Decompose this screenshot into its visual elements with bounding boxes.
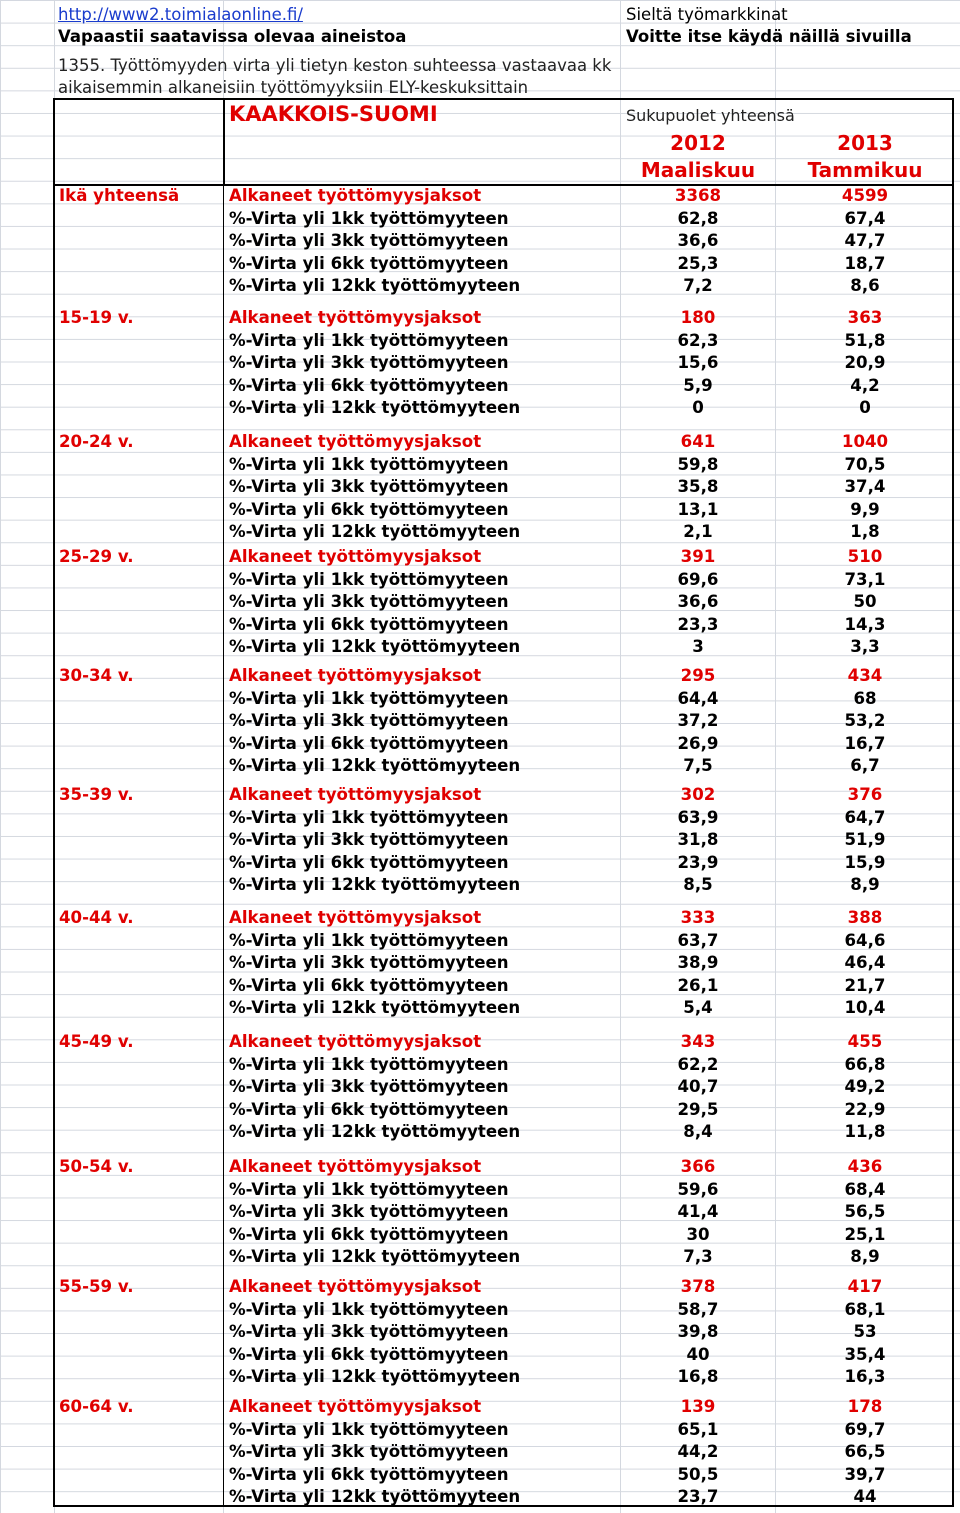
row-label: %-Virta yli 3kk työttömyyteen xyxy=(229,830,509,850)
row-label: Alkaneet työttömyysjaksot xyxy=(229,1277,482,1296)
row-label: %-Virta yli 6kk työttömyyteen xyxy=(229,852,509,872)
value-2013: 363 xyxy=(847,308,883,327)
table-row xyxy=(0,1396,960,1418)
value-2012: 2,1 xyxy=(683,522,713,542)
table-row xyxy=(0,807,960,829)
column-header-2013 xyxy=(784,130,946,184)
row-label: Alkaneet työttömyysjaksot xyxy=(229,1397,482,1416)
value-2013: 11,8 xyxy=(844,1122,886,1142)
row-label: %-Virta yli 1kk työttömyyteen xyxy=(229,1299,509,1319)
row-label: %-Virta yli 6kk työttömyyteen xyxy=(229,614,509,634)
column-month: Maaliskuu xyxy=(640,158,756,182)
value-2013: 66,5 xyxy=(844,1442,886,1462)
value-2013: 178 xyxy=(847,1397,883,1416)
value-2012: 50,5 xyxy=(677,1464,719,1484)
value-2012: 391 xyxy=(680,547,716,566)
row-label: Alkaneet työttömyysjaksot xyxy=(229,666,482,685)
table-row xyxy=(0,307,960,329)
value-2012: 64,4 xyxy=(677,688,719,708)
row-label: %-Virta yli 3kk työttömyyteen xyxy=(229,477,509,497)
value-2013: 8,9 xyxy=(850,1247,880,1267)
value-2012: 65,1 xyxy=(677,1419,719,1439)
table-row xyxy=(0,874,960,896)
table-row xyxy=(0,755,960,777)
value-2013: 66,8 xyxy=(844,1054,886,1074)
value-2013: 37,4 xyxy=(844,477,886,497)
table-row xyxy=(0,431,960,453)
row-label: %-Virta yli 3kk työttömyyteen xyxy=(229,353,509,373)
table-row xyxy=(0,829,960,851)
value-2012: 295 xyxy=(680,666,716,685)
table-row xyxy=(0,733,960,755)
value-2013: 64,7 xyxy=(844,807,886,827)
value-2012: 15,6 xyxy=(677,353,719,373)
value-2013: 1,8 xyxy=(850,522,880,542)
value-2013: 0 xyxy=(859,398,871,418)
row-label: Alkaneet työttömyysjaksot xyxy=(229,785,482,804)
value-2012: 7,5 xyxy=(683,756,713,776)
value-2012: 5,4 xyxy=(683,998,713,1018)
value-2013: 44 xyxy=(853,1487,877,1507)
value-2012: 7,2 xyxy=(683,276,713,296)
value-2013: 8,9 xyxy=(850,875,880,895)
row-label: %-Virta yli 1kk työttömyyteen xyxy=(229,569,509,589)
row-label: %-Virta yli 12kk työttömyyteen xyxy=(229,1367,521,1387)
value-2013: 51,8 xyxy=(844,330,886,350)
value-2012: 8,5 xyxy=(683,875,713,895)
row-label: %-Virta yli 1kk työttömyyteen xyxy=(229,208,509,228)
value-2012: 16,8 xyxy=(677,1367,719,1387)
age-group-label: 55-59 v. xyxy=(59,1277,134,1296)
value-2012: 63,9 xyxy=(677,807,719,827)
value-2012: 36,6 xyxy=(677,592,719,612)
table-row xyxy=(0,1486,960,1508)
row-label: %-Virta yli 12kk työttömyyteen xyxy=(229,998,521,1018)
table-row xyxy=(0,546,960,568)
value-2012: 23,9 xyxy=(677,852,719,872)
row-label: %-Virta yli 1kk työttömyyteen xyxy=(229,688,509,708)
table-row xyxy=(0,330,960,352)
table-row xyxy=(0,1099,960,1121)
table-row xyxy=(0,1299,960,1321)
value-2012: 40,7 xyxy=(677,1077,719,1097)
table-row xyxy=(0,397,960,419)
value-2012: 3 xyxy=(692,637,704,657)
value-2012: 0 xyxy=(692,398,704,418)
value-2013: 388 xyxy=(847,908,883,927)
value-2012: 343 xyxy=(680,1032,716,1051)
table-row xyxy=(0,569,960,591)
row-label: %-Virta yli 6kk työttömyyteen xyxy=(229,375,509,395)
table-row xyxy=(0,1224,960,1246)
table-row xyxy=(0,275,960,297)
table-row xyxy=(0,930,960,952)
value-2013: 510 xyxy=(847,547,883,566)
value-2012: 59,6 xyxy=(677,1179,719,1199)
row-label: %-Virta yli 3kk työttömyyteen xyxy=(229,953,509,973)
row-label: %-Virta yli 12kk työttömyyteen xyxy=(229,637,521,657)
table-row xyxy=(0,476,960,498)
table-row xyxy=(0,1179,960,1201)
table-row xyxy=(0,1464,960,1486)
value-2013: 70,5 xyxy=(844,454,886,474)
row-label: Alkaneet työttömyysjaksot xyxy=(229,308,482,327)
table-row xyxy=(0,1321,960,1343)
value-2012: 41,4 xyxy=(677,1202,719,1222)
row-label: %-Virta yli 3kk työttömyyteen xyxy=(229,1077,509,1097)
age-group-label: 50-54 v. xyxy=(59,1157,134,1176)
value-2012: 139 xyxy=(680,1397,716,1416)
row-label: %-Virta yli 1kk työttömyyteen xyxy=(229,930,509,950)
header-separator xyxy=(223,98,225,185)
table-row xyxy=(0,1276,960,1298)
table-row xyxy=(0,208,960,230)
value-2013: 1040 xyxy=(841,432,889,451)
row-label: %-Virta yli 6kk työttömyyteen xyxy=(229,1464,509,1484)
value-2012: 7,3 xyxy=(683,1247,713,1267)
table-row xyxy=(0,185,960,207)
gender-label: Sukupuolet yhteensä xyxy=(626,106,795,125)
row-label: %-Virta yli 3kk työttömyyteen xyxy=(229,1322,509,1342)
table-row xyxy=(0,253,960,275)
table-row xyxy=(0,1156,960,1178)
value-2013: 47,7 xyxy=(844,231,886,251)
row-label: %-Virta yli 1kk työttömyyteen xyxy=(229,454,509,474)
value-2012: 39,8 xyxy=(677,1322,719,1342)
table-title-line1: 1355. Työttömyyden virta yli tietyn keston suhteessa vastaavaa kk xyxy=(58,56,612,75)
table-row xyxy=(0,591,960,613)
value-2012: 62,2 xyxy=(677,1054,719,1074)
value-2013: 73,1 xyxy=(844,569,886,589)
row-label: Alkaneet työttömyysjaksot xyxy=(229,1157,482,1176)
value-2012: 23,7 xyxy=(677,1487,719,1507)
source-label: Sieltä työmarkkinat xyxy=(626,5,788,24)
table-row xyxy=(0,952,960,974)
table-row xyxy=(0,907,960,929)
table-row xyxy=(0,997,960,1019)
value-2012: 31,8 xyxy=(677,830,719,850)
table-row xyxy=(0,230,960,252)
value-2012: 37,2 xyxy=(677,711,719,731)
value-2013: 20,9 xyxy=(844,353,886,373)
value-2013: 376 xyxy=(847,785,883,804)
value-2012: 3368 xyxy=(674,186,722,205)
row-label: %-Virta yli 12kk työttömyyteen xyxy=(229,1247,521,1267)
value-2012: 13,1 xyxy=(677,499,719,519)
value-2012: 44,2 xyxy=(677,1442,719,1462)
row-label: %-Virta yli 6kk työttömyyteen xyxy=(229,1344,509,1364)
value-2013: 68,4 xyxy=(844,1179,886,1199)
value-2013: 6,7 xyxy=(850,756,880,776)
value-2013: 53,2 xyxy=(844,711,886,731)
region-title: KAAKKOIS-SUOMI xyxy=(229,102,438,126)
row-label: %-Virta yli 1kk työttömyyteen xyxy=(229,1054,509,1074)
table-row xyxy=(0,352,960,374)
row-label: %-Virta yli 3kk työttömyyteen xyxy=(229,1442,509,1462)
value-2012: 180 xyxy=(680,308,716,327)
visit-note: Voitte itse käydä näillä sivuilla xyxy=(626,27,912,46)
value-2013: 16,7 xyxy=(844,733,886,753)
row-label: %-Virta yli 1kk työttömyyteen xyxy=(229,1179,509,1199)
value-2013: 4,2 xyxy=(850,375,880,395)
value-2012: 302 xyxy=(680,785,716,804)
table-row xyxy=(0,1441,960,1463)
value-2013: 68,1 xyxy=(844,1299,886,1319)
row-label: %-Virta yli 6kk työttömyyteen xyxy=(229,733,509,753)
row-label: Alkaneet työttömyysjaksot xyxy=(229,186,482,205)
row-label: %-Virta yli 6kk työttömyyteen xyxy=(229,499,509,519)
value-2013: 67,4 xyxy=(844,208,886,228)
row-label: %-Virta yli 12kk työttömyyteen xyxy=(229,398,521,418)
value-2012: 25,3 xyxy=(677,253,719,273)
value-2012: 62,3 xyxy=(677,330,719,350)
value-2012: 8,4 xyxy=(683,1122,713,1142)
age-group-label: 25-29 v. xyxy=(59,547,134,566)
free-note: Vapaastii saatavissa olevaa aineistoa xyxy=(58,27,407,46)
value-2013: 9,9 xyxy=(850,499,880,519)
age-group-label: 40-44 v. xyxy=(59,908,134,927)
row-label: %-Virta yli 6kk työttömyyteen xyxy=(229,975,509,995)
source-link[interactable]: http://www2.toimialaonline.fi/ xyxy=(58,5,303,24)
value-2013: 51,9 xyxy=(844,830,886,850)
table-row xyxy=(0,852,960,874)
value-2013: 53 xyxy=(853,1322,877,1342)
value-2012: 26,1 xyxy=(677,975,719,995)
value-2012: 63,7 xyxy=(677,930,719,950)
value-2012: 5,9 xyxy=(683,375,713,395)
value-2013: 16,3 xyxy=(844,1367,886,1387)
table-row xyxy=(0,784,960,806)
row-label: Alkaneet työttömyysjaksot xyxy=(229,547,482,566)
value-2012: 36,6 xyxy=(677,231,719,251)
table-row xyxy=(0,1246,960,1268)
age-group-label: 30-34 v. xyxy=(59,666,134,685)
row-label: %-Virta yli 12kk työttömyyteen xyxy=(229,756,521,776)
table-row xyxy=(0,1031,960,1053)
value-2012: 30 xyxy=(686,1224,710,1244)
row-label: %-Virta yli 12kk työttömyyteen xyxy=(229,1487,521,1507)
value-2013: 50 xyxy=(853,592,877,612)
column-year: 2013 xyxy=(837,131,893,155)
row-label: %-Virta yli 3kk työttömyyteen xyxy=(229,711,509,731)
value-2013: 35,4 xyxy=(844,1344,886,1364)
value-2012: 62,8 xyxy=(677,208,719,228)
row-label: %-Virta yli 12kk työttömyyteen xyxy=(229,875,521,895)
value-2012: 23,3 xyxy=(677,614,719,634)
table-row xyxy=(0,1366,960,1388)
age-group-label: Ikä yhteensä xyxy=(59,186,180,205)
row-label: %-Virta yli 3kk työttömyyteen xyxy=(229,592,509,612)
value-2013: 21,7 xyxy=(844,975,886,995)
value-2012: 58,7 xyxy=(677,1299,719,1319)
age-group-label: 20-24 v. xyxy=(59,432,134,451)
age-group-label: 15-19 v. xyxy=(59,308,134,327)
value-2013: 25,1 xyxy=(844,1224,886,1244)
value-2012: 29,5 xyxy=(677,1099,719,1119)
age-group-label: 45-49 v. xyxy=(59,1032,134,1051)
table-row xyxy=(0,1201,960,1223)
value-2012: 641 xyxy=(680,432,716,451)
value-2012: 38,9 xyxy=(677,953,719,973)
value-2013: 14,3 xyxy=(844,614,886,634)
value-2013: 455 xyxy=(847,1032,883,1051)
value-2013: 49,2 xyxy=(844,1077,886,1097)
value-2012: 35,8 xyxy=(677,477,719,497)
column-month: Tammikuu xyxy=(807,158,923,182)
value-2013: 64,6 xyxy=(844,930,886,950)
value-2013: 39,7 xyxy=(844,1464,886,1484)
value-2013: 417 xyxy=(847,1277,883,1296)
value-2013: 46,4 xyxy=(844,953,886,973)
table-row xyxy=(0,665,960,687)
row-label: %-Virta yli 1kk työttömyyteen xyxy=(229,330,509,350)
table-row xyxy=(0,1076,960,1098)
table-row xyxy=(0,1419,960,1441)
table-row xyxy=(0,521,960,543)
table-row xyxy=(0,375,960,397)
table-row xyxy=(0,1121,960,1143)
table-row xyxy=(0,1344,960,1366)
value-2013: 18,7 xyxy=(844,253,886,273)
value-2013: 22,9 xyxy=(844,1099,886,1119)
value-2013: 56,5 xyxy=(844,1202,886,1222)
value-2013: 10,4 xyxy=(844,998,886,1018)
age-group-label: 60-64 v. xyxy=(59,1397,134,1416)
value-2012: 378 xyxy=(680,1277,716,1296)
value-2013: 68 xyxy=(853,688,877,708)
value-2013: 8,6 xyxy=(850,276,880,296)
row-label: %-Virta yli 12kk työttömyyteen xyxy=(229,276,521,296)
row-label: %-Virta yli 6kk työttömyyteen xyxy=(229,253,509,273)
row-label: Alkaneet työttömyysjaksot xyxy=(229,908,482,927)
row-label: %-Virta yli 1kk työttömyyteen xyxy=(229,1419,509,1439)
table-row xyxy=(0,454,960,476)
row-label: %-Virta yli 6kk työttömyyteen xyxy=(229,1099,509,1119)
age-group-label: 35-39 v. xyxy=(59,785,134,804)
row-label: Alkaneet työttömyysjaksot xyxy=(229,1032,482,1051)
table-title-line2: aikaisemmin alkaneisiin työttömyyksiin ELY-keskuksittain xyxy=(58,78,529,97)
table-row xyxy=(0,499,960,521)
value-2013: 436 xyxy=(847,1157,883,1176)
value-2013: 4599 xyxy=(841,186,889,205)
table-row xyxy=(0,636,960,658)
value-2013: 15,9 xyxy=(844,852,886,872)
column-header-2012 xyxy=(617,130,779,184)
column-year: 2012 xyxy=(670,131,726,155)
row-label: %-Virta yli 3kk työttömyyteen xyxy=(229,231,509,251)
value-2012: 333 xyxy=(680,908,716,927)
value-2013: 69,7 xyxy=(844,1419,886,1439)
value-2012: 69,6 xyxy=(677,569,719,589)
value-2012: 59,8 xyxy=(677,454,719,474)
value-2012: 26,9 xyxy=(677,733,719,753)
value-2012: 40 xyxy=(686,1344,710,1364)
row-label: %-Virta yli 12kk työttömyyteen xyxy=(229,1122,521,1142)
table-row xyxy=(0,688,960,710)
row-label: %-Virta yli 12kk työttömyyteen xyxy=(229,522,521,542)
table-row xyxy=(0,710,960,732)
value-2013: 434 xyxy=(847,666,883,685)
table-row xyxy=(0,1054,960,1076)
row-label: Alkaneet työttömyysjaksot xyxy=(229,432,482,451)
row-label: %-Virta yli 3kk työttömyyteen xyxy=(229,1202,509,1222)
row-label: %-Virta yli 1kk työttömyyteen xyxy=(229,807,509,827)
row-label: %-Virta yli 6kk työttömyyteen xyxy=(229,1224,509,1244)
value-2012: 366 xyxy=(680,1157,716,1176)
value-2013: 3,3 xyxy=(850,637,880,657)
table-row xyxy=(0,975,960,997)
table-row xyxy=(0,614,960,636)
